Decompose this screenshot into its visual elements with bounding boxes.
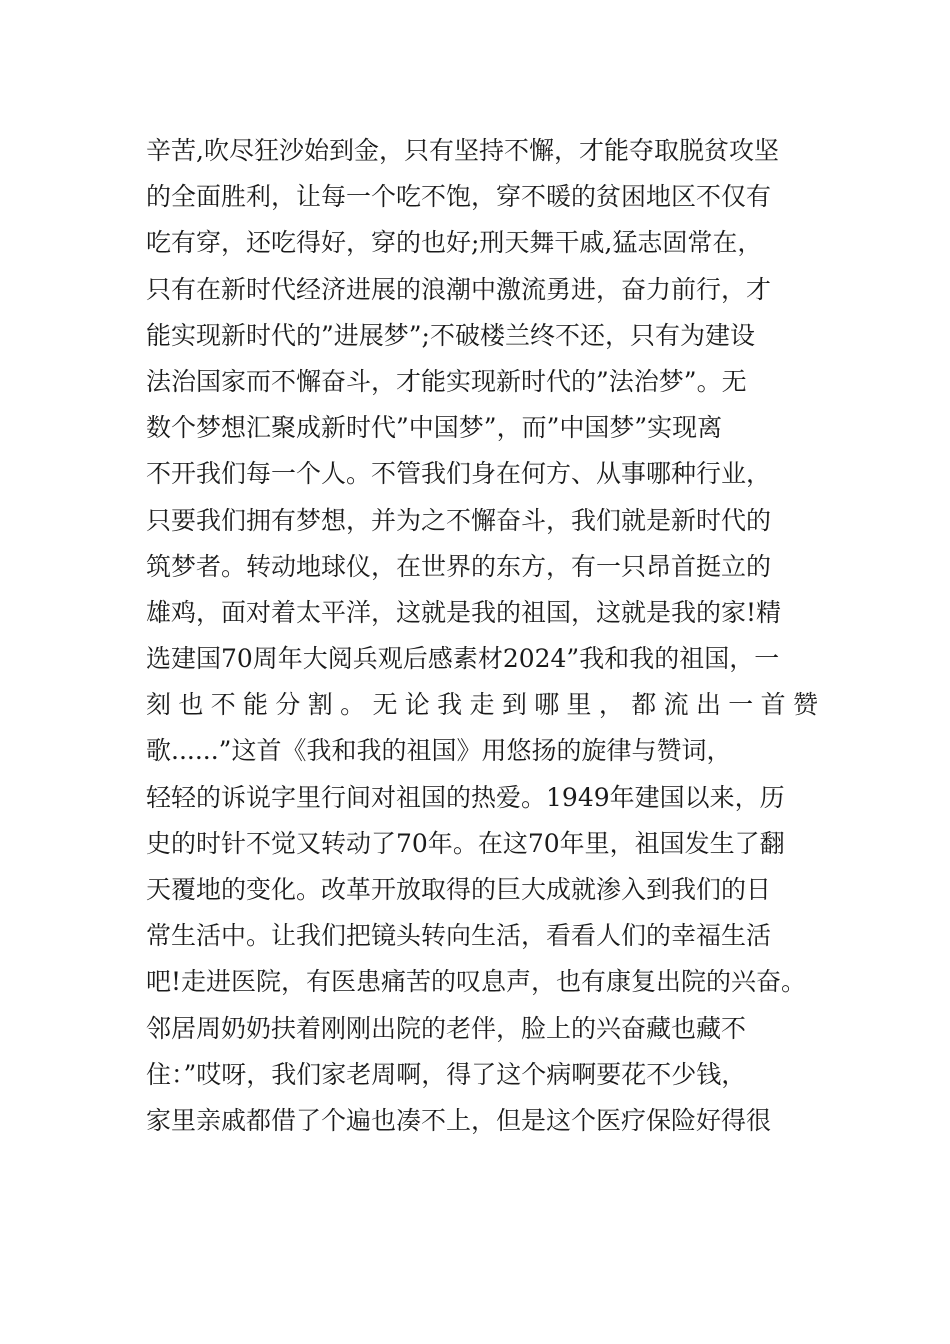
text-line-20: 邻居周奶奶扶着刚刚出院的老伴，脸上的兴奋藏也藏不 [146,1013,747,1043]
text-line-1: 辛苦,吹尽狂沙始到金，只有坚持不懈，才能夺取脱贫攻坚 [146,136,779,165]
text-line-10: 筑梦者。转动地球仪，在世界的东方，有一只昂首挺立的 [146,551,772,581]
text-line-12: 选建国70周年大阅兵观后感素材2024”我和我的祖国，一 [146,644,780,674]
text-line-6: 法治国家而不懈奋斗，才能实现新时代的”法治梦”。无 [146,366,747,396]
text-line-21: 住：”哎呀，我们家老周啊，得了这个病啊要花不少钱， [146,1059,747,1089]
text-line-17: 天覆地的变化。改革开放取得的巨大成就渗入到我们的日 [146,875,772,904]
text-line-5: 能实现新时代的”进展梦”;不破楼兰终不还，只有为建设 [146,320,755,350]
text-line-22: 家里亲戚都借了个遍也凑不上，但是这个医疗保险好得很 [146,1105,772,1135]
text-line-16: 史的时针不觉又转动了70年。在这70年里，祖国发生了翻 [146,828,785,858]
text-line-3: 吃有穿，还吃得好，穿的也好;刑天舞干戚,猛志固常在， [146,228,763,258]
text-line-15: 轻轻的诉说字里行间对祖国的热爱。1949年建国以来，历 [146,782,785,812]
text-line-7: 数个梦想汇聚成新时代”中国梦”，而”中国梦”实现离 [146,413,723,443]
text-line-19: 吧!走进医院，有医患痛苦的叹息声，也有康复出院的兴奋。 [146,967,807,997]
text-line-9: 只要我们拥有梦想，并为之不懈奋斗，我们就是新时代的 [146,505,772,535]
text-line-13: 刻也不能分割。无论我走到哪里，都流出一首赞 [146,690,818,720]
text-line-2: 的全面胜利，让每一个吃不饱，穿不暖的贫困地区不仅有 [146,182,772,212]
body-text [146,128,818,1144]
text-line-14: 歌......”这首《我和我的祖国》用悠扬的旋律与赞词， [146,736,732,766]
text-line-4: 只有在新时代经济进展的浪潮中激流勇进，奋力前行，才 [146,274,772,304]
text-line-18: 常生活中。让我们把镜头转向生活，看看人们的幸福生活 [146,921,772,951]
text-line-11: 雄鸡，面对着太平洋，这就是我的祖国，这就是我的家!精 [146,597,782,627]
text-line-8: 不开我们每一个人。不管我们身在何方、从事哪种行业， [146,459,772,489]
